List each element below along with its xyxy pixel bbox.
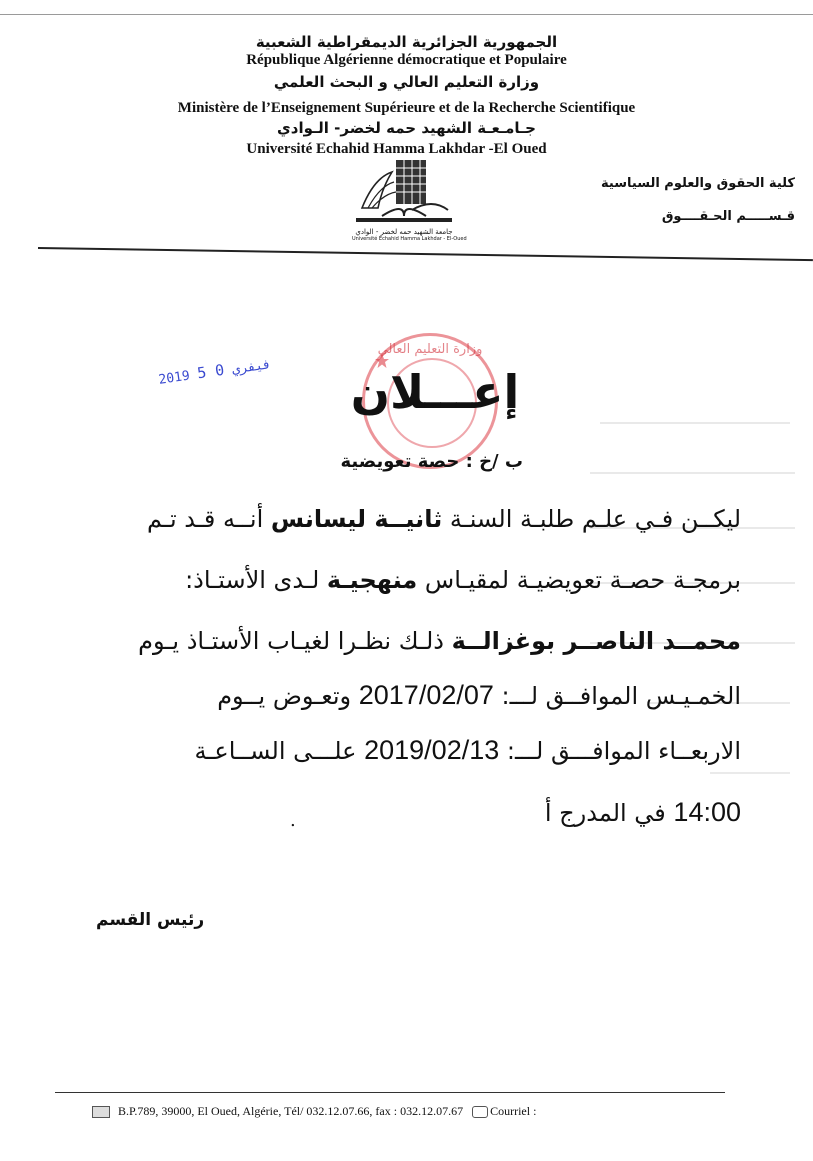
body-line-3: محمــد الناصــر بوغزالــة ذلـك نظـرا لغيـاب الأستـاذ يـوم [138,627,741,655]
official-seal-text: وزارة التعليم العالي [377,342,483,357]
logo-caption-ar: جامعة الشهيد حمه لخضر - الوادي [355,228,453,236]
footer-rule [55,1092,725,1093]
body-line-2: برمجـة حصـة تعويضيـة لمقيـاس منهجيـة لـدى الأستـاذ: [185,566,741,594]
university-fr: Université Echahid Hamma Lakhdar -El Oued [246,141,547,157]
date-stamp-day: 0 5 [196,360,226,383]
stray-dot: . [290,810,296,831]
ministry-ar: وزارة التعليم العالي و البحث العلمي [273,73,540,91]
body-line-5: الاربعــاء الموافـــق لـــ: 2019/02/13 علـــى الســاعـة [194,735,741,765]
received-date-stamp [157,354,272,388]
date-stamp-month: فيفري [231,357,272,378]
body-line-6: 14:00 في المدرج أ [544,797,741,827]
header-separator [38,247,813,261]
republic-ar: الجمهورية الجزائرية الديمقراطية الشعبية [255,33,558,51]
faculty-name: كلية الحقوق والعلوم السياسية [601,176,795,191]
ministry-fr: Ministère de l’Enseignement Supérieure et de la Recherche Scientifique [177,100,636,116]
footer-courriel: Courriel : [490,1104,537,1118]
university-logo [352,158,467,242]
announcement-title: إعـــلان [350,365,520,419]
republic-fr: République Algérienne démocratique et Populaire [246,52,567,68]
logo-caption-fr: Université Echahid Hamma Lakhdar - El-Oued [352,236,467,242]
envelope-icon [92,1106,110,1118]
head-of-department-label: رئيس القسم [96,910,205,930]
email-icon [472,1106,488,1118]
university-logo-icon [352,158,456,224]
body-line-1: ليكــن فـي علـم طلبـة السنـة ثانيــة ليسانس أنــه قـد تـم [146,505,741,533]
body-line-4: الخمـيـس الموافــق لـــ: 2017/02/07 وتعـوض يــوم [217,680,741,710]
top-border-line [0,14,813,15]
university-ar: جـامـعـة الشهيد حمه لخضر- الـوادي [277,119,536,137]
department-name: قـســـــم الحـقــــوق [661,209,795,224]
footer-address: B.P.789, 39000, El Oued, Algérie, Tél/ 032.12.07.66, fax : 032.12.07.67 [118,1104,464,1118]
footer [92,1104,536,1119]
announcement-subject: ب /خ : حصة تعويضية [340,451,523,472]
date-stamp-year: 2019 [157,368,191,388]
